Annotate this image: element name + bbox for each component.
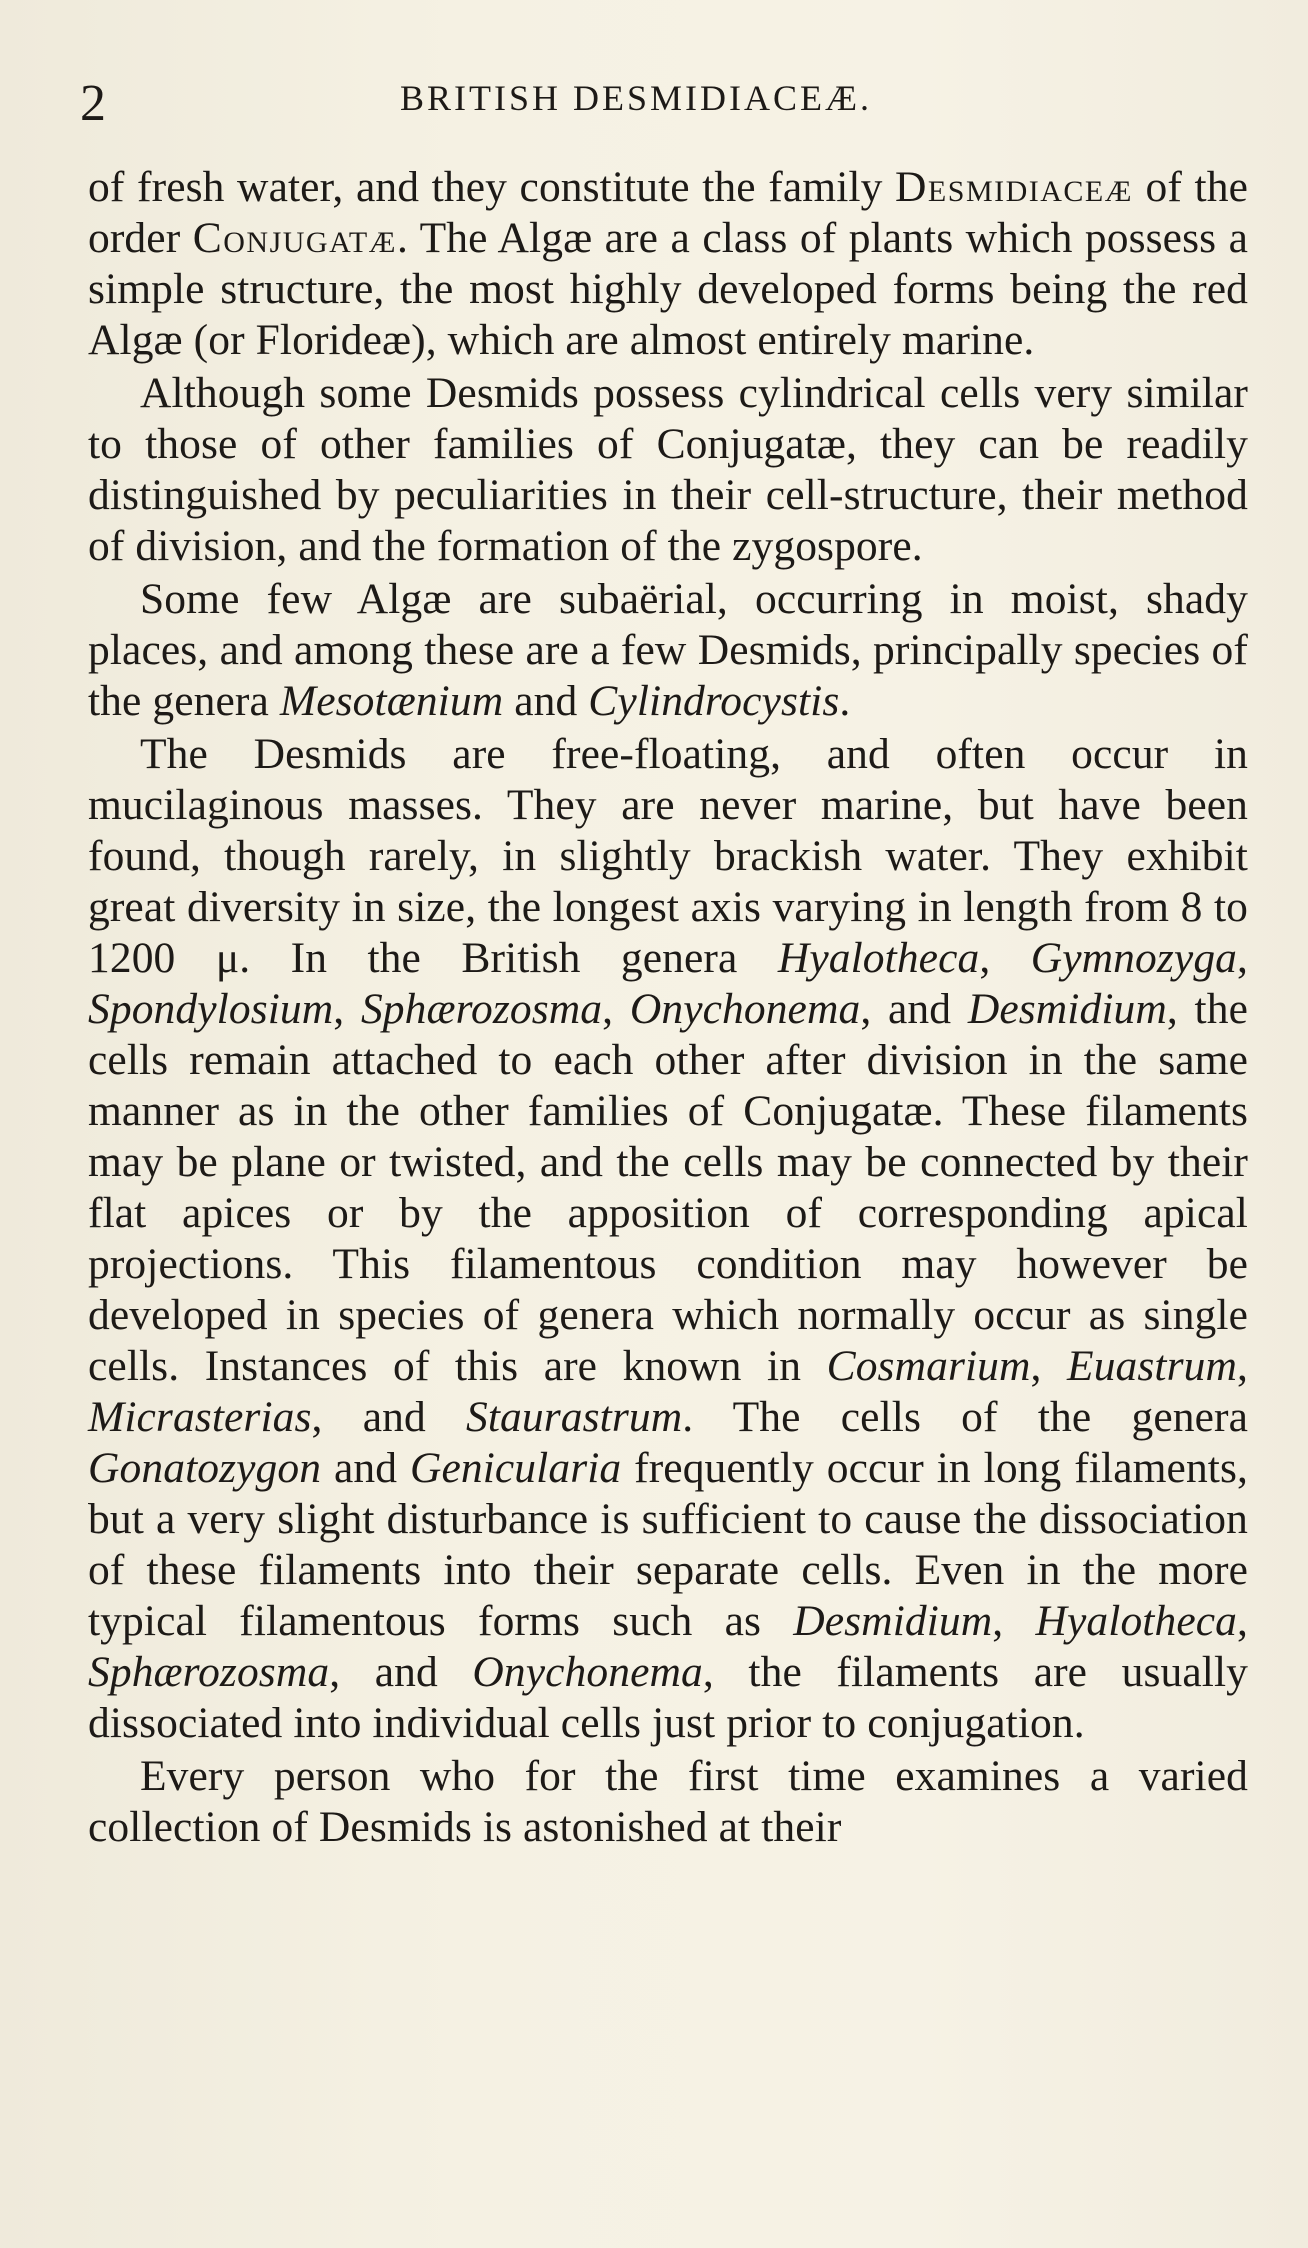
italic-term: Gonatozygon	[88, 1444, 322, 1492]
text-run: ,	[992, 1597, 1036, 1645]
italic-term: Desmidium	[793, 1597, 993, 1645]
text-run: ,	[1237, 1342, 1248, 1390]
text-run: and	[321, 1444, 410, 1492]
text-run: ,	[1237, 934, 1249, 982]
text-run: ,	[333, 985, 361, 1033]
text-run: , and	[860, 985, 968, 1033]
italic-term: Staurastrum	[466, 1393, 683, 1441]
text-run: .	[839, 677, 851, 725]
text-run: . The cells of the genera	[682, 1393, 1248, 1441]
italic-term: Gymnozyga	[1030, 934, 1238, 982]
paragraph	[88, 574, 1248, 727]
text-run: The Desmids are free-floating, and often occur in mucilaginous masses. They are never marine, but have been found, though rarely, in slightly brackish water. They exhibit great diversity in size, the longest axis varying in length from 8 to 1200 μ. In the British genera	[88, 730, 1248, 982]
text-run: Some few Algæ are subaërial, occurring in moist, shady places, and among these are a few Desmids, principally species of the genera	[88, 575, 1248, 725]
text-run: Although some Desmids possess cylindrical cells very similar to those of other families of Conjugatæ, they can be readily distinguished by peculiarities in their cell-structure, their method of division, and the formation of the zygospore.	[88, 369, 1248, 570]
text-run: of fresh water, and they constitute the family	[88, 163, 896, 211]
italic-term: Sphærozosma	[88, 1648, 330, 1696]
text-run: , and	[311, 1393, 467, 1441]
small-caps-term: Desmidiaceæ	[895, 163, 1133, 211]
italic-term: Micrasterias	[88, 1393, 312, 1441]
italic-term: Hyalotheca	[777, 934, 980, 982]
italic-term: Euastrum	[1067, 1342, 1238, 1390]
italic-term: Sphærozosma	[360, 985, 603, 1033]
italic-term: Onychonema	[472, 1648, 703, 1696]
paragraph	[88, 1751, 1248, 1853]
italic-term: Desmidium	[967, 985, 1167, 1033]
paragraph	[88, 729, 1248, 1749]
italic-term: Cylindrocystis	[588, 677, 840, 725]
text-run: , the cells remain attached to each other after division in the same manner as in the other families of Conjugatæ. These filaments may be plane or twisted, and the cells may be connected by their flat apices or by the apposition of corresponding apical projections. This filamentous condition may however be developed in species of genera which normally occur as single cells. Instances of this are known in	[88, 985, 1248, 1390]
text-run: of the order	[88, 163, 1248, 262]
text-run: Every person who for the first time examines a varied collection of Desmids is astonished at their	[88, 1752, 1248, 1851]
body-text	[88, 162, 1248, 1853]
paragraph	[88, 162, 1248, 366]
running-head: BRITISH DESMIDIACEÆ.	[400, 78, 873, 118]
page-number: 2	[80, 75, 106, 132]
italic-term: Mesotænium	[279, 677, 504, 725]
text-run: ,	[979, 934, 1031, 982]
text-run: frequently occur in long filaments, but a very slight disturbance is sufficient to cause the dissociation of these filaments into their separate cells. Even in the more typical filamentous forms such as	[88, 1444, 1248, 1645]
text-run: . The Algæ are a class of plants which possess a simple structure, the most highly developed forms being the red Algæ (or Florideæ), which are almost entirely marine.	[88, 214, 1248, 364]
italic-term: Cosmarium	[826, 1342, 1031, 1390]
small-caps-term: Conjugatæ	[192, 214, 397, 262]
italic-term: Hyalotheca	[1035, 1597, 1238, 1645]
text-run: ,	[602, 985, 630, 1033]
text-run: , and	[329, 1648, 473, 1696]
italic-term: Genicularia	[409, 1444, 622, 1492]
italic-term: Spondylosium	[88, 985, 334, 1033]
text-run: , the filaments are usually dissociated into individual cells just prior to conjugation.	[88, 1648, 1248, 1747]
italic-term: Onychonema	[629, 985, 861, 1033]
text-run: ,	[1237, 1597, 1248, 1645]
text-run: ,	[1030, 1342, 1068, 1390]
text-run: and	[503, 677, 589, 725]
paragraph	[88, 368, 1248, 572]
